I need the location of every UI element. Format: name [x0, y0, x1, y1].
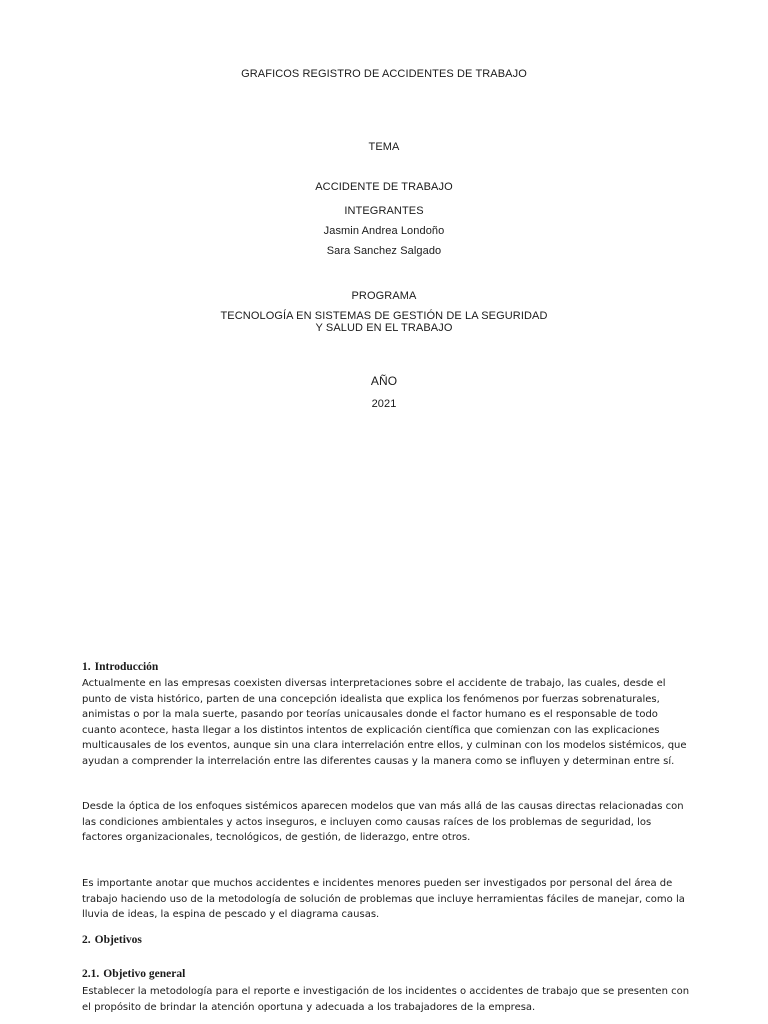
programa-line-1: TECNOLOGÍA EN SISTEMAS DE GESTIÓN DE LA SEGURIDAD [220, 310, 548, 322]
section-title: Objetivo general [103, 968, 186, 980]
integrante-name: Sara Sanchez Salgado [326, 245, 442, 257]
integrante-name: Jasmin Andrea Londoño [323, 225, 445, 237]
tema-label: TEMA [368, 141, 400, 153]
integrantes-label: INTEGRANTES [344, 205, 424, 217]
section-number: 2. [82, 934, 91, 946]
programa-line-2: Y SALUD EN EL TRABAJO [315, 322, 453, 334]
anio-value: 2021 [371, 398, 397, 410]
section-number: 2.1. [82, 968, 100, 980]
intro-paragraph-3: Es importante anotar que muchos accidentes e incidentes menores pueden ser investigados por personal del área de trabajo haciendo uso de la metodología de solución de problemas que incluye herramientas fáciles de manejar, como la lluvia de ideas, la espina de pescado y el diagrama causas. [82, 878, 685, 920]
section-heading-introduccion [82, 661, 158, 673]
intro-paragraph-2: Desde la óptica de los enfoques sistémicos aparecen modelos que van más allá de las causas directas relacionadas con las condiciones ambientales y actos inseguros, e incluyen como causas raíces de los problemas de seguridad, los factores organizacionales, tecnológicos, de gestión, de liderazgo, entre otros. [82, 801, 684, 843]
programa-label: PROGRAMA [351, 290, 417, 302]
document-title: GRAFICOS REGISTRO DE ACCIDENTES DE TRABAJO [241, 68, 527, 80]
intro-paragraph-1: Actualmente en las empresas coexisten diversas interpretaciones sobre el accidente de trabajo, las cuales, desde el punto de vista histórico, parten de una concepción idealista que explica los fenómenos por fuerzas sobrenaturales, animistas o por la mala suerte, pasando por teorías unicausales donde el factor humano es el responsable de todo cuanto acontece, hasta llegar a los distintos intentos de explicación científica que comienzan con las explicaciones multicausales de los eventos, aunque sin una clara interrelación entre ellos, y culminan con los modelos sistémicos, que ayudan a comprender la interrelación entre las diferentes causas y la manera como se influyen y determinan entre sí. [82, 678, 687, 767]
section-title: Introducción [94, 661, 159, 673]
section-heading-objetivo-general [82, 968, 185, 980]
section-heading-objetivos [82, 934, 142, 946]
tema-value: ACCIDENTE DE TRABAJO [315, 181, 453, 193]
section-title: Objetivos [94, 934, 142, 946]
anio-label: AÑO [370, 374, 398, 388]
section-number: 1. [82, 661, 91, 673]
objetivo-general-paragraph: Establecer la metodología para el reporte e investigación de los incidentes o accidentes de trabajo que se presenten con el propósito de brindar la atención oportuna y adecuada a los trabajadores de la empresa. [82, 986, 690, 1013]
